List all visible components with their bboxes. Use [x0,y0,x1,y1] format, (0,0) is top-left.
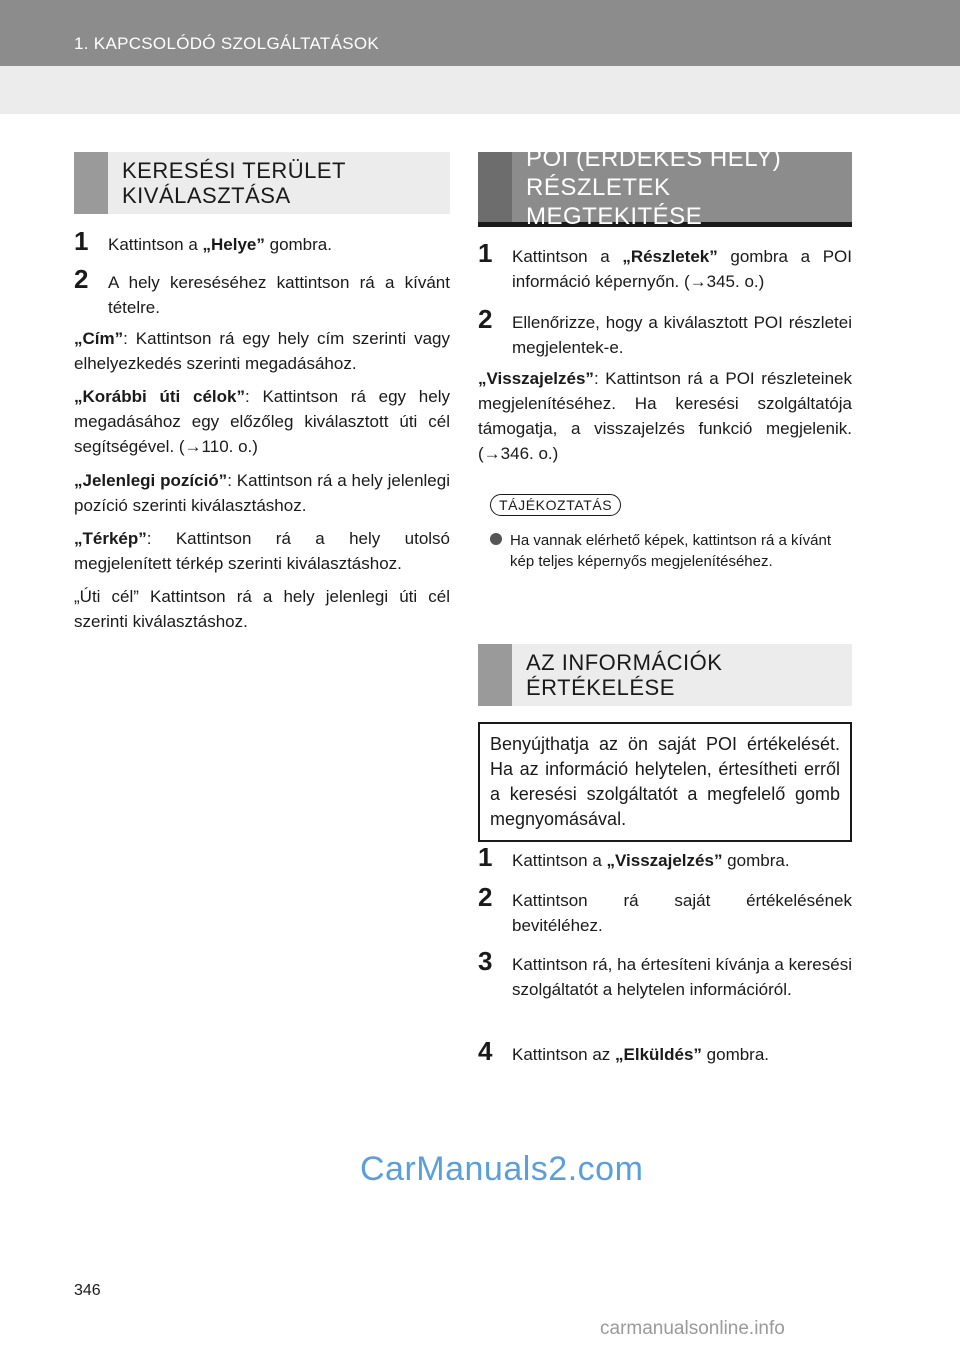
paragraph-korabbi: „Korábbi úti célok”: Kattintson rá egy hely megadásához egy előzőleg kiválasztott úti cél segítségével. (→110. o.) [74,387,450,456]
paragraph-terkep: „Térkép”: Kattintson rá a hely utolsó megjelenített térkép szerinti kiválasztáshoz. [74,529,450,573]
paragraph-uticel: „Úti cél” Kattintson rá a hely jelenlegi úti cél szerinti kiválasztáshoz. [74,587,450,631]
header-bar [0,0,960,66]
paragraph-visszajelzes: „Visszajelzés”: Kattintson rá a POI részleteinek megjelenítéséhez. Ha keresési szolgáltatója támogatja, a visszajelzés funkció megjelenik. (→346. o.) [478,369,852,463]
step-text: Kattintson rá saját értékelésének bevitéléhez. [512,891,852,935]
step-3 [478,946,852,1002]
step-1 [478,842,852,873]
info-tag: TÁJÉKOZTATÁS [490,494,621,516]
step-text: Kattintson a „Részletek” gombra a POI információ képernyőn. (→345. o.) [512,247,852,291]
step-2 [478,304,852,360]
step-text: Kattintson a „Helye” gombra. [108,235,332,254]
step-number: 1 [478,842,493,872]
heading-strip [478,644,512,706]
heading-text: POI (ÉRDEKES HELY) RÉSZLETEK MEGTEKITÉSE [526,144,782,230]
step-1 [478,238,852,294]
heading-text: AZ INFORMÁCIÓK ÉRTÉKELÉSE [526,650,723,700]
section-heading-search-area [74,152,450,214]
footer-watermark: carmanualsonline.info [600,1318,785,1339]
paragraph-jelenlegi: „Jelenlegi pozíció”: Kattintson rá a hely jelenlegi pozíció szerinti kiválasztáshoz. [74,471,450,515]
watermark-text: CarManuals2.com [360,1150,644,1188]
step-number: 2 [74,264,89,294]
heading-strip [74,152,108,214]
bullet-icon [490,533,502,545]
step-number: 2 [478,304,493,334]
paragraph-cim: „Cím”: Kattintson rá egy hely cím szerinti vagy elhelyezkedés szerinti megadásához. [74,329,450,373]
step-number: 3 [478,946,493,976]
header-subbar [0,66,960,114]
info-box: Benyújthatja az ön saját POI értékelését. Ha az információ helytelen, értesítheti erről a keresési szolgáltatót a megfelelő gomb megnyomásával. [478,722,852,842]
step-2 [478,882,852,938]
page-number: 346 [74,1282,101,1299]
step-text: Kattintson a „Visszajelzés” gombra. [512,851,790,870]
step-number: 1 [478,238,493,268]
chapter-title: 1. KAPCSOLÓDÓ SZOLGÁLTATÁSOK [74,34,380,53]
step-2 [74,264,450,320]
heading-text: KERESÉSI TERÜLET KIVÁLASZTÁSA [122,158,346,208]
step-text: Kattintson rá, ha értesíteni kívánja a keresési szolgáltatót a helytelen információról. [512,955,852,999]
step-number: 4 [478,1036,493,1066]
step-text: Ellenőrizze, hogy a kiválasztott POI részletei megjelentek-e. [512,313,852,357]
step-4 [478,1036,852,1067]
info-note: Ha vannak elérhető képek, kattintson rá a kívánt kép teljes képernyős megjelenítéséhez. [490,530,842,572]
step-number: 2 [478,882,493,912]
step-text: A hely kereséséhez kattintson rá a kívánt tételre. [108,273,450,317]
step-text: Kattintson az „Elküldés” gombra. [512,1045,770,1064]
section-heading-poi [478,144,852,230]
step-1 [74,226,450,257]
heading-strip [478,152,512,222]
step-number: 1 [74,226,89,256]
section-heading-rating [478,644,852,706]
